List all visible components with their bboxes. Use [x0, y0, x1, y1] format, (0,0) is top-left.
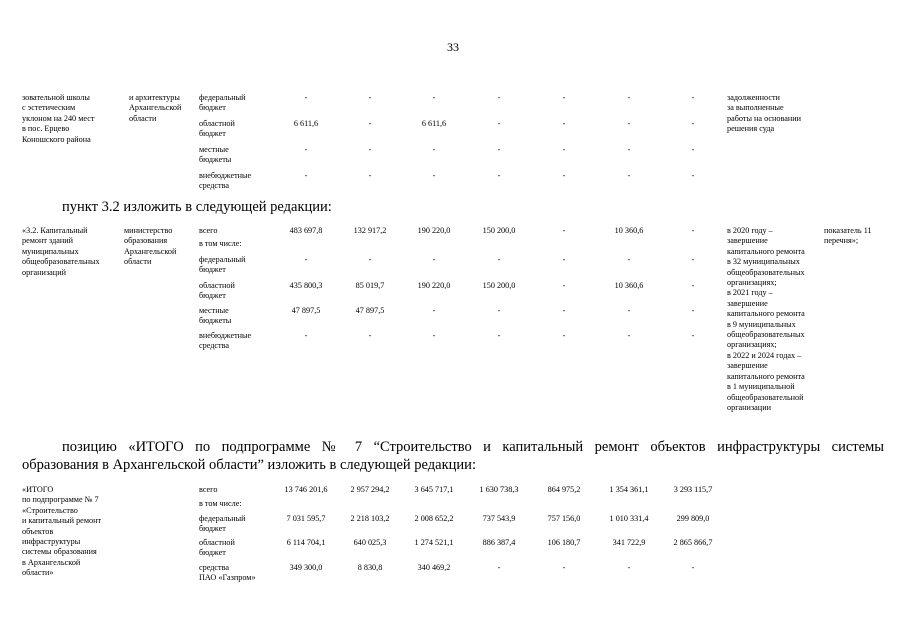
- table-cell: -: [627, 306, 631, 315]
- table-cell: 299 809,0: [676, 514, 710, 523]
- block1-source: областной бюджет: [199, 119, 235, 139]
- table-cell: -: [562, 226, 566, 235]
- table-cell: -: [497, 306, 501, 315]
- table-cell: -: [691, 145, 695, 154]
- table-cell: 6 114 704,1: [286, 538, 326, 547]
- table-cell: 2 957 294,2: [350, 485, 390, 494]
- table-cell: -: [368, 119, 372, 128]
- table-cell: -: [432, 331, 436, 340]
- table-cell: 190 220,0: [417, 281, 451, 290]
- table-cell: -: [562, 171, 566, 180]
- table-cell: -: [562, 331, 566, 340]
- table-cell: -: [627, 171, 631, 180]
- table-cell: 640 025,3: [353, 538, 387, 547]
- table-cell: 132 917,2: [353, 226, 387, 235]
- table-cell: -: [627, 93, 631, 102]
- table-cell: 7 031 595,7: [286, 514, 326, 523]
- table-cell: -: [691, 255, 695, 264]
- block1-executor: и архитектуры Архангельской области: [129, 93, 182, 123]
- block1-source: федеральный бюджет: [199, 93, 246, 113]
- table-cell: -: [304, 171, 308, 180]
- table-cell: 2 008 652,2: [414, 514, 454, 523]
- table-cell: 2 865 866,7: [673, 538, 713, 547]
- table-cell: -: [432, 145, 436, 154]
- table-cell: -: [432, 255, 436, 264]
- table-cell: -: [691, 281, 695, 290]
- block3-name: «ИТОГО по подпрограмме № 7 «Строительство и капитальный ремонт объектов инфраструктуры системы образования в Архангельской области»: [22, 485, 102, 578]
- table-cell: -: [562, 145, 566, 154]
- table-cell: 864 975,2: [547, 485, 581, 494]
- block2-source: внебюджетные средства: [199, 331, 252, 351]
- block1-source: местные бюджеты: [199, 145, 232, 165]
- table-cell: 1 354 361,1: [609, 485, 649, 494]
- table-cell: 106 180,7: [547, 538, 581, 547]
- block3-source: областной бюджет: [199, 538, 235, 558]
- table-cell: -: [304, 93, 308, 102]
- table-cell: -: [432, 93, 436, 102]
- table-cell: 10 360,6: [614, 226, 644, 235]
- table-cell: -: [368, 171, 372, 180]
- table-cell: 6 611,6: [293, 119, 319, 128]
- table-cell: -: [432, 306, 436, 315]
- table-cell: 47 897,5: [291, 306, 321, 315]
- table-cell: 85 019,7: [355, 281, 385, 290]
- page-number: 33: [447, 40, 459, 54]
- block2-name: «3.2. Капитальный ремонт зданий муниципальных общеобразовательных организаций: [22, 226, 100, 277]
- table-cell: -: [627, 119, 631, 128]
- table-cell: -: [562, 93, 566, 102]
- table-cell: -: [497, 145, 501, 154]
- section-heading-continued: образования в Архангельской области” изложить в следующей редакции:: [22, 457, 476, 473]
- table-cell: -: [497, 171, 501, 180]
- table-cell: -: [691, 119, 695, 128]
- table-cell: 3 645 717,1: [414, 485, 454, 494]
- table-cell: -: [562, 563, 566, 572]
- table-cell: -: [627, 255, 631, 264]
- table-cell: -: [368, 145, 372, 154]
- block2-source: федеральный бюджет: [199, 255, 246, 275]
- table-cell: -: [691, 226, 695, 235]
- table-cell: 340 469,2: [417, 563, 451, 572]
- table-cell: 1 274 521,1: [414, 538, 454, 547]
- table-cell: -: [497, 255, 501, 264]
- table-cell: -: [691, 93, 695, 102]
- block2-source: областной бюджет: [199, 281, 235, 301]
- table-cell: -: [691, 306, 695, 315]
- table-cell: -: [304, 145, 308, 154]
- table-cell: -: [304, 331, 308, 340]
- table-cell: 47 897,5: [355, 306, 385, 315]
- table-cell: -: [497, 119, 501, 128]
- table-cell: 3 293 115,7: [673, 485, 713, 494]
- table-cell: -: [627, 331, 631, 340]
- table-cell: -: [691, 331, 695, 340]
- table-cell: 13 746 201,6: [284, 485, 328, 494]
- table-cell: -: [627, 145, 631, 154]
- table-cell: -: [562, 119, 566, 128]
- table-cell: -: [497, 331, 501, 340]
- table-cell: -: [562, 306, 566, 315]
- table-cell: -: [432, 171, 436, 180]
- table-cell: 435 800,3: [289, 281, 323, 290]
- table-cell: 8 830,8: [357, 563, 383, 572]
- table-cell: -: [497, 93, 501, 102]
- table-cell: -: [368, 93, 372, 102]
- block3-source: средства ПАО «Газпром»: [199, 563, 256, 583]
- block1-result: задолженности за выполненные работы на основании решения суда: [727, 93, 802, 134]
- table-cell: 1 010 331,4: [609, 514, 649, 523]
- table-cell: 190 220,0: [417, 226, 451, 235]
- table-cell: 483 697,8: [289, 226, 323, 235]
- table-cell: -: [368, 331, 372, 340]
- block2-source: в том числе:: [199, 239, 242, 248]
- block3-source: всего: [199, 485, 218, 494]
- table-cell: 150 200,0: [482, 281, 516, 290]
- table-cell: 349 300,0: [289, 563, 323, 572]
- table-cell: 2 218 103,2: [350, 514, 390, 523]
- table-cell: -: [691, 563, 695, 572]
- section-heading: позицию «ИТОГО по подпрограмме № 7 “Строительство и капитальный ремонт объектов инфраструктуры системы: [62, 439, 884, 455]
- table-cell: 341 722,9: [612, 538, 646, 547]
- block2-source: всего: [199, 226, 218, 235]
- block2-result: в 2020 году – завершение капитального ремонта в 32 муниципальных общеобразовательных организациях; в 2021 году – завершение капитального ремонта в 9 муниципальных общеобразовательных организациях; в 2022 и 2024 годах – завершение капитального ремонта в 1 муниципальной общеобразовательной организации: [727, 226, 805, 412]
- table-cell: 6 611,6: [421, 119, 447, 128]
- table-cell: -: [368, 255, 372, 264]
- table-cell: 737 543,9: [482, 514, 516, 523]
- table-cell: 150 200,0: [482, 226, 516, 235]
- table-cell: -: [497, 563, 501, 572]
- table-cell: 1 630 738,3: [479, 485, 519, 494]
- section-heading: пункт 3.2 изложить в следующей редакции:: [62, 199, 332, 215]
- table-cell: 757 156,0: [547, 514, 581, 523]
- table-cell: -: [627, 563, 631, 572]
- block1-name: зовательной школы с эстетическим уклоном на 240 мест в пос. Ерцево Коношского района: [22, 93, 95, 144]
- table-cell: -: [562, 255, 566, 264]
- block2-executor: министерство образования Архангельской области: [124, 226, 177, 267]
- block3-source: федеральный бюджет: [199, 514, 246, 534]
- table-cell: 10 360,6: [614, 281, 644, 290]
- table-cell: -: [691, 171, 695, 180]
- table-cell: -: [304, 255, 308, 264]
- table-cell: 886 387,4: [482, 538, 516, 547]
- block2-indicator: показатель 11 перечня»;: [824, 226, 872, 246]
- table-cell: -: [562, 281, 566, 290]
- block3-source: в том числе:: [199, 499, 242, 508]
- block2-source: местные бюджеты: [199, 306, 232, 326]
- block1-source: внебюджетные средства: [199, 171, 252, 191]
